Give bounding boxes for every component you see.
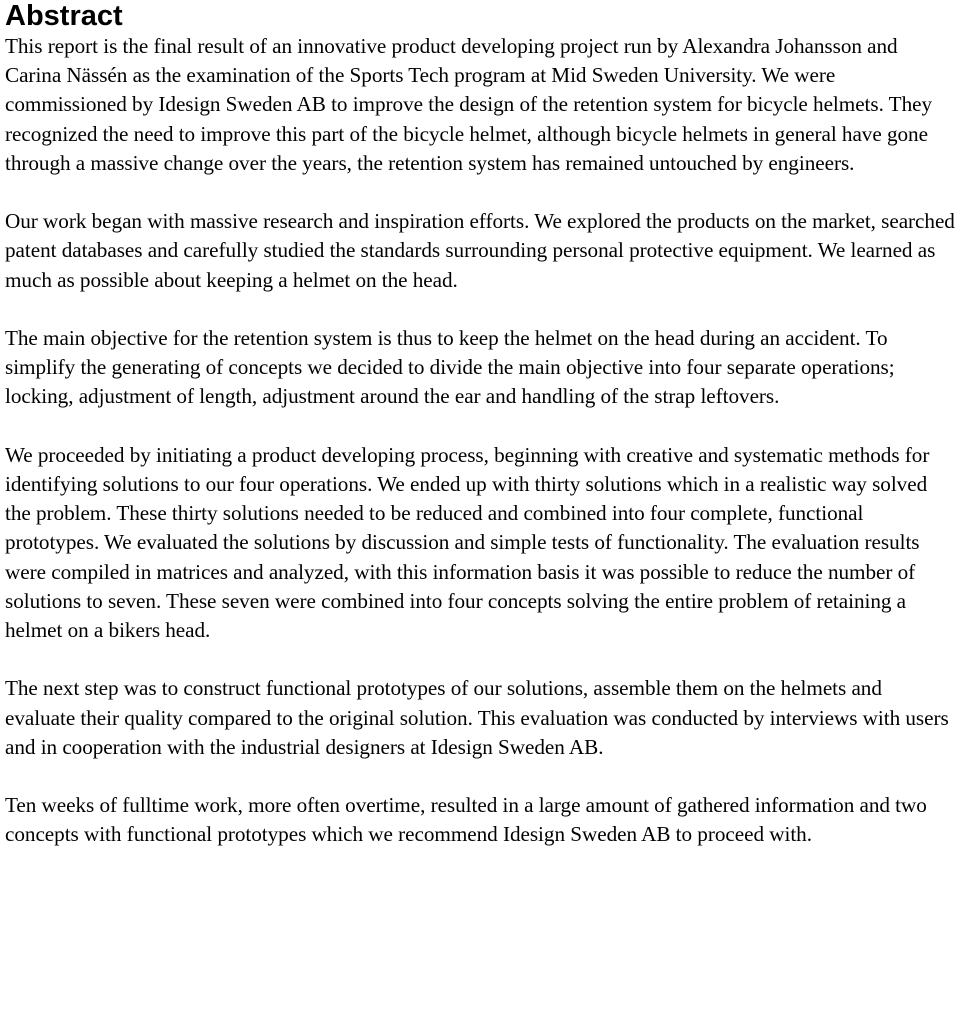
paragraph-3: The main objective for the retention system is thus to keep the helmet on the head during an accident. To simplify the generating of concepts we decided to divide the main objective into four separate operations; locking, adjustment of length, adjustment around the ear and handling of the strap leftovers. — [5, 326, 895, 409]
document-page — [5, 0, 957, 850]
page-title: Abstract — [5, 0, 123, 32]
paragraph-5: The next step was to construct functional prototypes of our solutions, assemble them on the helmets and evaluate their quality compared to the original solution. This evaluation was conducted by interviews with users and in cooperation with the industrial designers at Idesign Sweden AB. — [5, 676, 949, 759]
paragraph-1: This report is the final result of an innovative product developing project run by Alexandra Johansson and Carina Nässén as the examination of the Sports Tech program at Mid Sweden University. We were commissioned by Idesign Sweden AB to improve the design of the retention system for bicycle helmets. They recognized the need to improve this part of the bicycle helmet, although bicycle helmets in general have gone through a massive change over the years, the retention system has remained untouched by engineers. — [5, 34, 933, 175]
paragraph-2: Our work began with massive research and inspiration efforts. We explored the products on the market, searched patent databases and carefully studied the standards surrounding personal protective equipment. We learned as much as possible about keeping a helmet on the head. — [5, 209, 955, 292]
paragraph-4: We proceeded by initiating a product developing process, beginning with creative and systematic methods for identifying solutions to our four operations. We ended up with thirty solutions which in a realistic way solved the problem. These thirty solutions needed to be reduced and combined into four complete, functional prototypes. We evaluated the solutions by discussion and simple tests of functionality. The evaluation results were compiled in matrices and analyzed, with this information basis it was possible to reduce the number of solutions to seven. These seven were combined into four concepts solving the entire problem of retaining a helmet on a bikers head. — [5, 442, 930, 643]
paragraph-6: Ten weeks of fulltime work, more often overtime, resulted in a large amount of gathered information and two concepts with functional prototypes which we recommend Idesign Sweden AB to proceed with. — [5, 793, 927, 847]
